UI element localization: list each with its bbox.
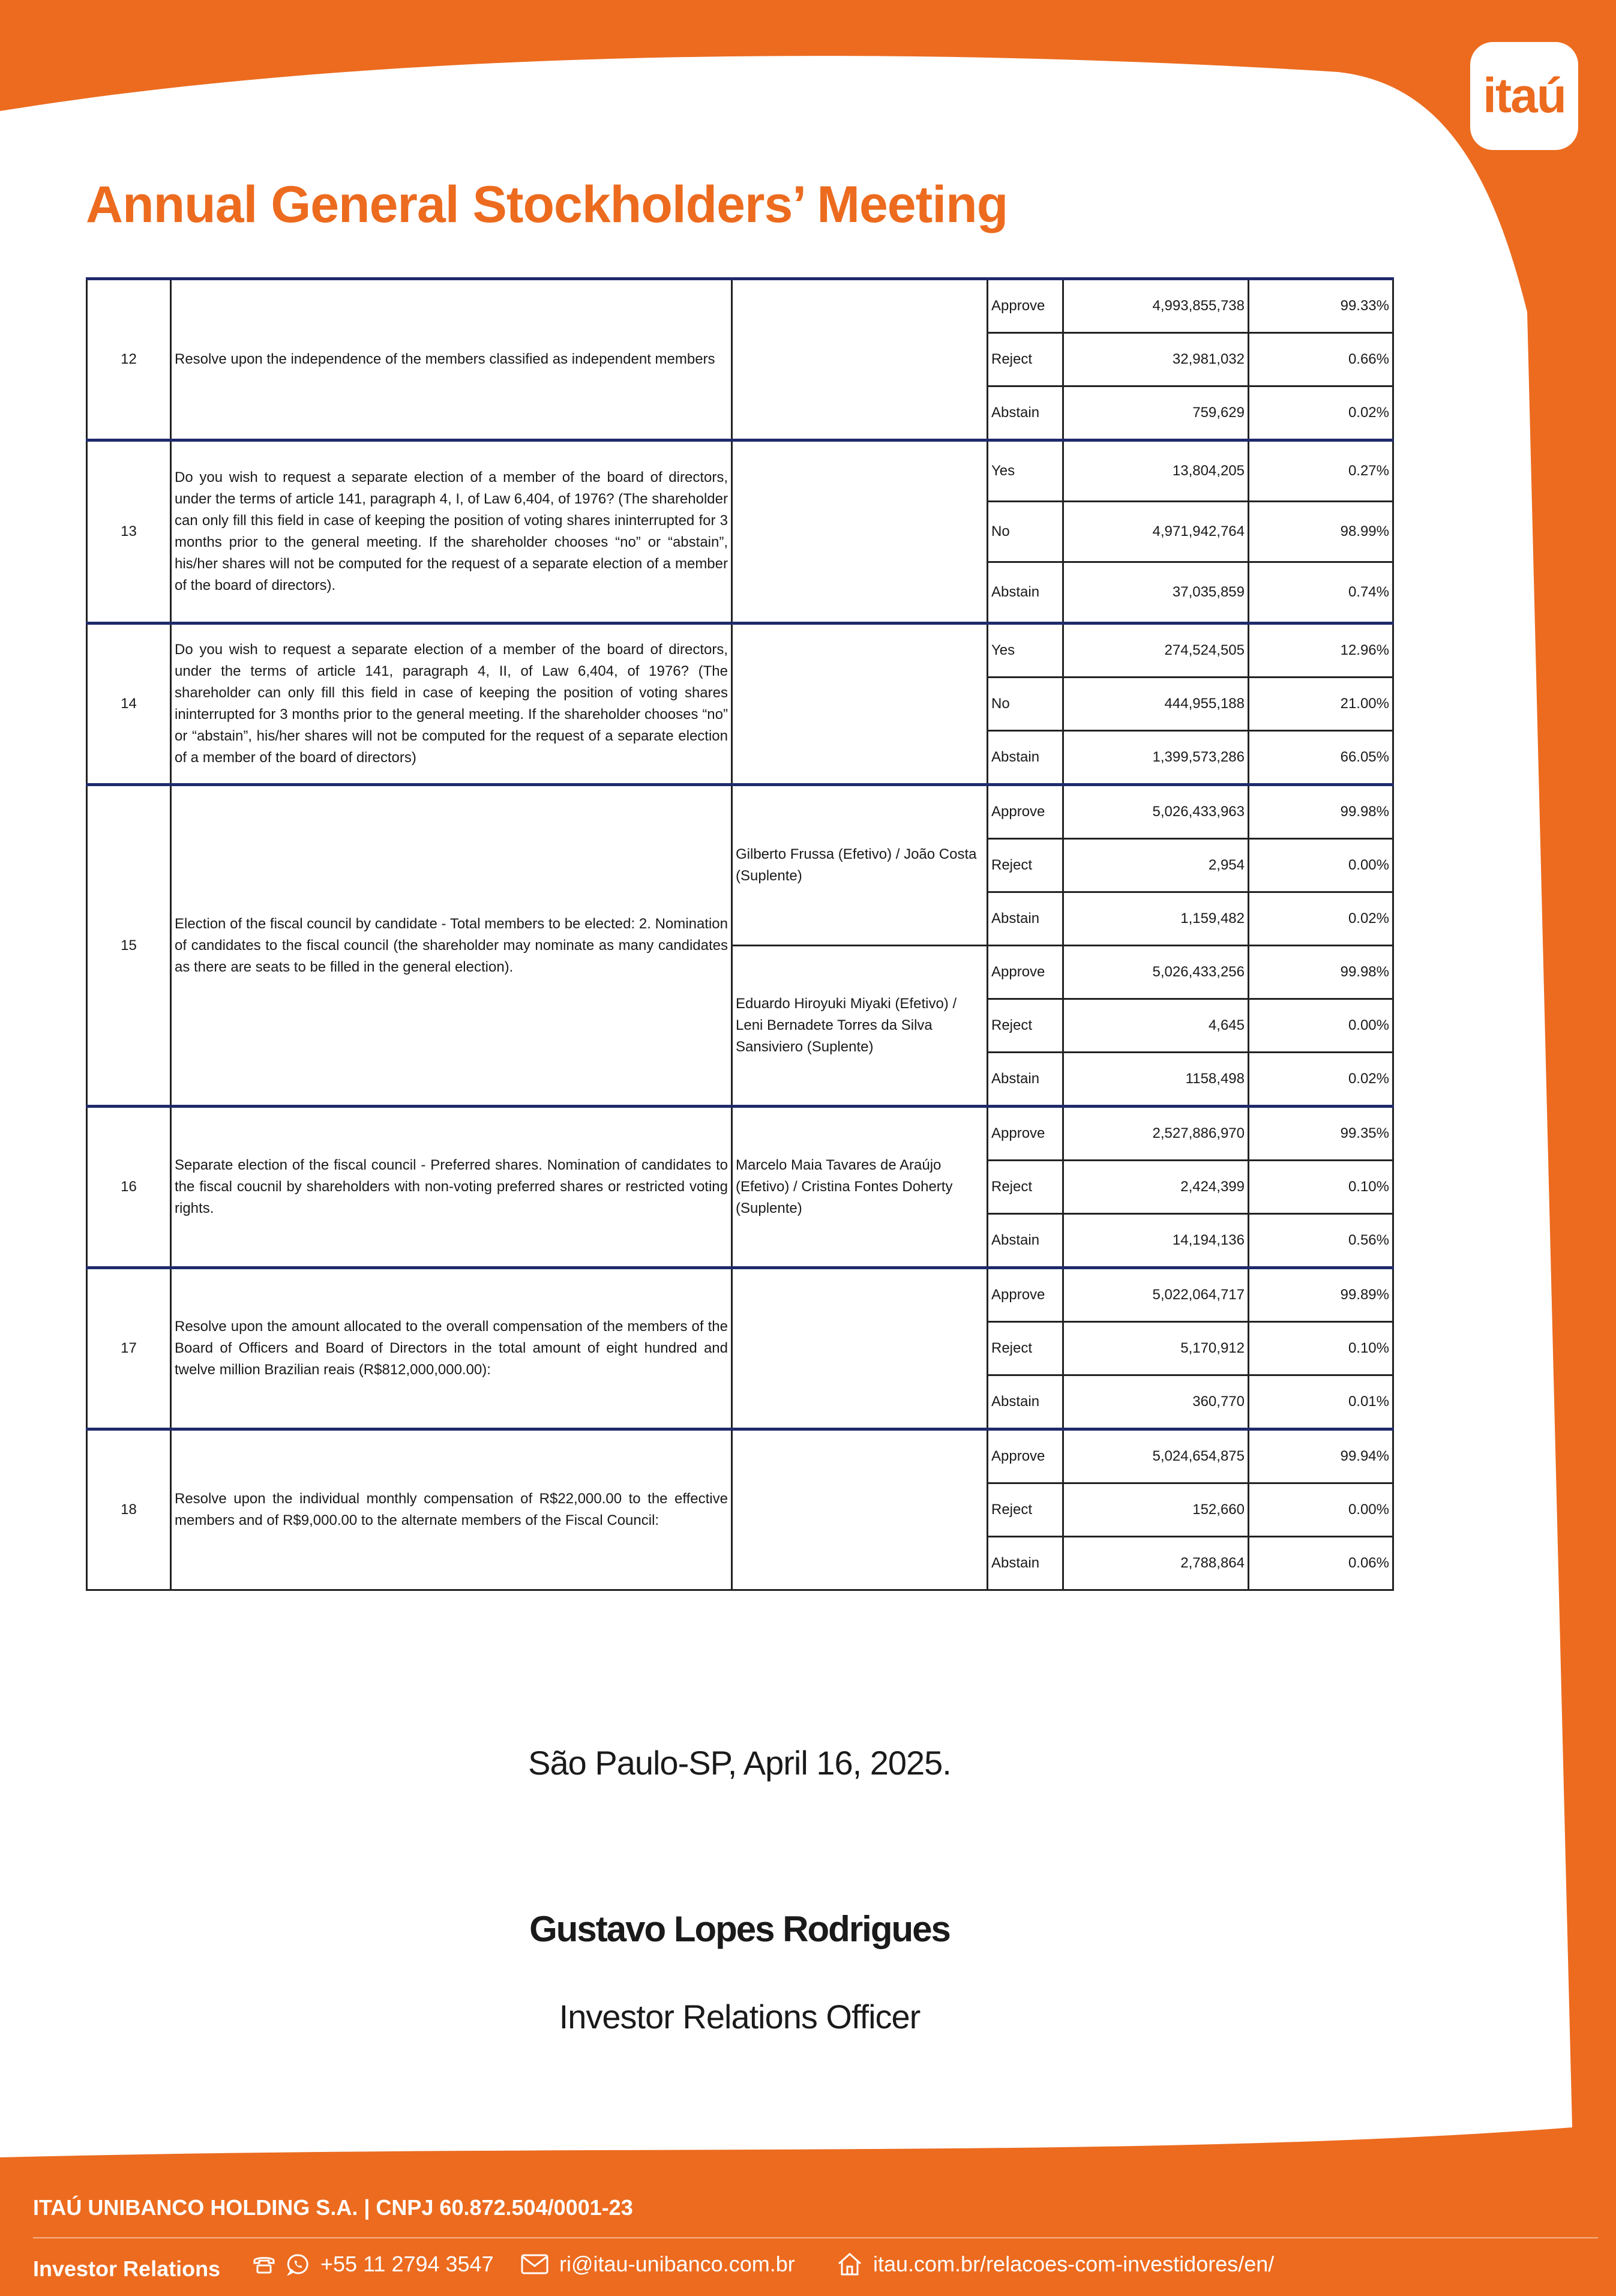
signer-role: Investor Relations Officer <box>559 1998 921 2036</box>
vote-count: 759,629 <box>1063 386 1249 440</box>
footer-email[interactable] <box>521 2252 795 2277</box>
vote-option: Yes <box>988 624 1063 678</box>
phone-number: +55 11 2794 3547 <box>320 2252 494 2276</box>
company-identification: ITAÚ UNIBANCO HOLDING S.A. | CNPJ 60.872.504/0001-23 <box>33 2195 633 2220</box>
vote-count: 152,660 <box>1063 1483 1249 1537</box>
vote-option: Reject <box>988 1161 1063 1214</box>
vote-count: 14,194,136 <box>1063 1214 1249 1268</box>
vote-count: 5,026,433,963 <box>1063 785 1249 839</box>
vote-percentage: 0.74% <box>1249 562 1393 624</box>
item-description: Do you wish to request a separate election of a member of the board of directors, under the terms of article 141, paragraph 4, I, of Law 6,404, of 1976? (The shareholder can only fill this field in case of keeping the position of voting shares ininterrupted for 3 months prior to the general meeting. If the shareholder chooses “no” or “abstain”, his/her shares will not be computed for the request of a separate election of a member of the board of directors). <box>171 440 732 624</box>
table-row <box>87 1268 1393 1322</box>
telephone-icon <box>252 2253 276 2275</box>
vote-percentage: 99.98% <box>1249 785 1393 839</box>
candidate-cell <box>732 440 988 624</box>
vote-percentage: 21.00% <box>1249 678 1393 731</box>
vote-count: 1158,498 <box>1063 1053 1249 1107</box>
table-row <box>87 279 1393 333</box>
website-url: itau.com.br/relacoes-com-investidores/en/ <box>873 2252 1275 2276</box>
vote-option: Approve <box>988 1268 1063 1322</box>
item-description: Resolve upon the independence of the members classified as independent members <box>171 279 732 440</box>
vote-option: Abstain <box>988 892 1063 946</box>
candidate-cell <box>732 1429 988 1590</box>
vote-percentage: 0.56% <box>1249 1214 1393 1268</box>
vote-option: Approve <box>988 279 1063 333</box>
item-description: Resolve upon the individual monthly compensation of R$22,000.00 to the effective members and of R$9,000.00 to the alternate members of the Fiscal Council: <box>171 1429 732 1590</box>
vote-percentage: 0.66% <box>1249 333 1393 386</box>
candidate-cell <box>732 1268 988 1429</box>
item-number: 14 <box>87 624 171 785</box>
page-title: Annual General Stockholders’ Meeting <box>86 176 1008 233</box>
item-description: Resolve upon the amount allocated to the overall compensation of the members of the Board of Officers and Board of Directors in the total amount of eight hundred and twelve million Brazilian reais (R$812,000,000.00): <box>171 1268 732 1429</box>
vote-count: 1,159,482 <box>1063 892 1249 946</box>
candidate-cell <box>732 624 988 785</box>
vote-percentage: 0.01% <box>1249 1375 1393 1429</box>
vote-count: 32,981,032 <box>1063 333 1249 386</box>
vote-count: 2,424,399 <box>1063 1161 1249 1214</box>
vote-option: Reject <box>988 999 1063 1053</box>
vote-count: 5,022,064,717 <box>1063 1268 1249 1322</box>
vote-percentage: 0.00% <box>1249 839 1393 892</box>
itau-logo: itaú <box>1470 42 1578 150</box>
vote-count: 4,971,942,764 <box>1063 502 1249 562</box>
footer-website[interactable] <box>837 2252 1274 2277</box>
vote-percentage: 99.33% <box>1249 279 1393 333</box>
vote-option: Approve <box>988 785 1063 839</box>
vote-percentage: 0.06% <box>1249 1537 1393 1590</box>
vote-percentage: 0.00% <box>1249 999 1393 1053</box>
footer-divider <box>33 2237 1598 2238</box>
vote-percentage: 0.00% <box>1249 1483 1393 1537</box>
vote-option: Reject <box>988 1483 1063 1537</box>
vote-count: 5,024,654,875 <box>1063 1429 1249 1483</box>
vote-count: 2,527,886,970 <box>1063 1107 1249 1161</box>
vote-count: 13,804,205 <box>1063 440 1249 502</box>
vote-option: Abstain <box>988 1053 1063 1107</box>
item-number: 12 <box>87 279 171 440</box>
vote-percentage: 0.02% <box>1249 892 1393 946</box>
home-icon <box>837 2252 862 2276</box>
vote-count: 360,770 <box>1063 1375 1249 1429</box>
vote-count: 1,399,573,286 <box>1063 731 1249 785</box>
place-date: São Paulo-SP, April 16, 2025. <box>528 1744 951 1782</box>
item-description: Separate election of the fiscal council - Preferred shares. Nomination of candidates to the fiscal coucnil by shareholders with non-voting preferred shares or restricted voting rights. <box>171 1107 732 1268</box>
vote-option: Reject <box>988 1322 1063 1375</box>
voting-results-table <box>86 277 1394 1591</box>
vote-count: 37,035,859 <box>1063 562 1249 624</box>
signer-name: Gustavo Lopes Rodrigues <box>529 1909 950 1949</box>
vote-percentage: 99.89% <box>1249 1268 1393 1322</box>
candidate-cell: Gilberto Frussa (Efetivo) / João Costa (Suplente) <box>732 785 988 946</box>
vote-option: Abstain <box>988 1214 1063 1268</box>
vote-count: 4,645 <box>1063 999 1249 1053</box>
vote-option: Reject <box>988 839 1063 892</box>
candidate-cell <box>732 279 988 440</box>
vote-percentage: 99.35% <box>1249 1107 1393 1161</box>
email-address: ri@itau-unibanco.com.br <box>559 2252 795 2276</box>
vote-percentage: 66.05% <box>1249 731 1393 785</box>
vote-option: Abstain <box>988 731 1063 785</box>
item-description: Election of the fiscal council by candidate - Total members to be elected: 2. Nomination of candidates to the fiscal council (the shareholder may nominate as many candidates as there are seats to be filled in the general election). <box>171 785 732 1107</box>
table-row <box>87 1429 1393 1483</box>
vote-percentage: 0.10% <box>1249 1322 1393 1375</box>
vote-option: Approve <box>988 946 1063 999</box>
vote-count: 2,954 <box>1063 839 1249 892</box>
vote-count: 5,026,433,256 <box>1063 946 1249 999</box>
vote-percentage: 99.94% <box>1249 1429 1393 1483</box>
vote-option: Approve <box>988 1429 1063 1483</box>
vote-option: Abstain <box>988 1375 1063 1429</box>
table-row <box>87 440 1393 502</box>
whatsapp-icon <box>287 2253 310 2276</box>
candidate-cell: Marcelo Maia Tavares de Araújo (Efetivo) / Cristina Fontes Doherty (Suplente) <box>732 1107 988 1268</box>
vote-count: 5,170,912 <box>1063 1322 1249 1375</box>
vote-count: 274,524,505 <box>1063 624 1249 678</box>
vote-option: Abstain <box>988 386 1063 440</box>
vote-percentage: 99.98% <box>1249 946 1393 999</box>
vote-count: 4,993,855,738 <box>1063 279 1249 333</box>
item-description: Do you wish to request a separate election of a member of the board of directors, under the terms of article 141, paragraph 4, II, of Law 6,404, of 1976? (The shareholder can only fill this field in case of keeping the position of voting shares ininterrupted for 3 months prior to the general meeting. If the shareholder chooses “no” or “abstain”, his/her shares will not be computed for the request of a separate election of a member of the board of directors) <box>171 624 732 785</box>
vote-count: 444,955,188 <box>1063 678 1249 731</box>
vote-option: No <box>988 502 1063 562</box>
table-row <box>87 624 1393 678</box>
vote-option: No <box>988 678 1063 731</box>
vote-percentage: 98.99% <box>1249 502 1393 562</box>
vote-count: 2,788,864 <box>1063 1537 1249 1590</box>
item-number: 17 <box>87 1268 171 1429</box>
mail-icon <box>521 2254 548 2274</box>
table-row <box>87 1107 1393 1161</box>
footer-phone[interactable] <box>252 2252 494 2277</box>
item-number: 13 <box>87 440 171 624</box>
footer-section-label: Investor Relations <box>33 2256 221 2281</box>
vote-option: Abstain <box>988 1537 1063 1590</box>
candidate-cell: Eduardo Hiroyuki Miyaki (Efetivo) / Leni Bernadete Torres da Silva Sansiviero (Suplente) <box>732 946 988 1107</box>
vote-percentage: 0.27% <box>1249 440 1393 502</box>
table-row <box>87 785 1393 839</box>
vote-percentage: 12.96% <box>1249 624 1393 678</box>
item-number: 15 <box>87 785 171 1107</box>
vote-option: Abstain <box>988 562 1063 624</box>
vote-percentage: 0.02% <box>1249 386 1393 440</box>
item-number: 18 <box>87 1429 171 1590</box>
item-number: 16 <box>87 1107 171 1268</box>
vote-option: Approve <box>988 1107 1063 1161</box>
vote-percentage: 0.10% <box>1249 1161 1393 1214</box>
vote-percentage: 0.02% <box>1249 1053 1393 1107</box>
vote-option: Reject <box>988 333 1063 386</box>
vote-option: Yes <box>988 440 1063 502</box>
